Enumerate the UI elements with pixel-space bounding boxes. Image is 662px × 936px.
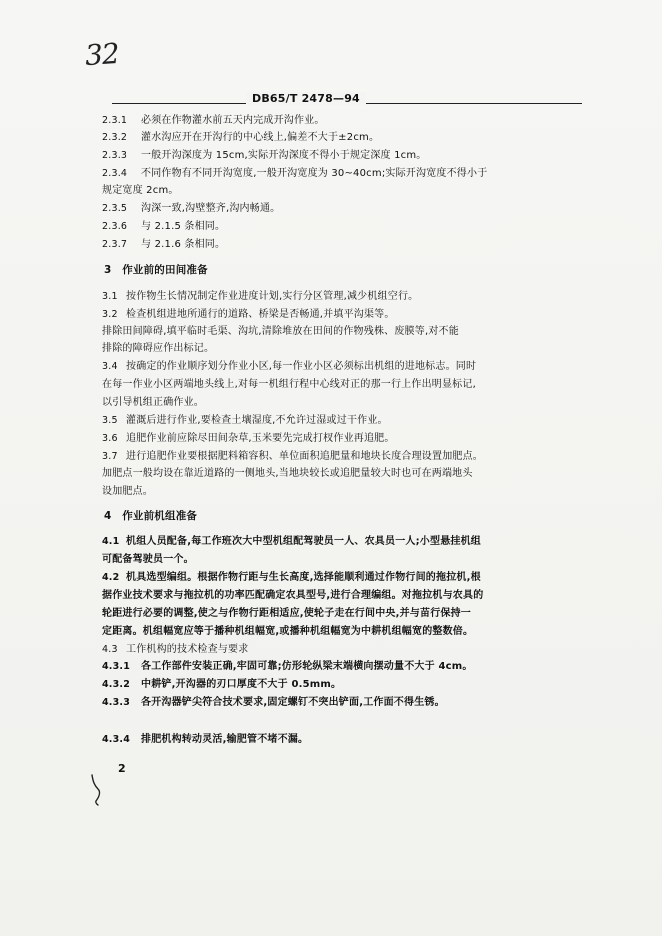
clause-4-3-2 [102,678,341,691]
clause-3-6 [102,432,395,445]
clause-number: 3.4 [102,361,118,372]
clause-text: 工作机构的技术检查与要求 [126,644,249,655]
clause-3-4 [102,360,476,373]
clause-text: 沟深一致,沟壁整齐,沟内畅通。 [141,203,281,214]
clause-number: 2.3.7 [102,239,128,250]
clause-number: 4.3.4 [102,734,131,745]
clause-3-5 [102,414,388,427]
clause-number: 4.2 [102,572,120,583]
clause-2-3-6 [102,220,225,233]
clause-number: 2.3.2 [102,132,128,143]
clause-2-3-3 [102,149,427,162]
clause-4-2 [102,571,481,584]
clause-2-3-4 [102,167,487,180]
clause-3-3-cont: 排除的障碍应作出标记。 [102,343,215,354]
clause-number: 4.3.1 [102,661,131,672]
clause-text: 按确定的作业顺序划分作业小区,每一作业小区必须标出机组的进地标志。同时 [126,361,477,372]
clause-number: 4.3 [102,644,118,655]
clause-text: 追肥作业前应除尽田间杂草,玉米要先完成打杈作业再追肥。 [126,433,395,444]
clause-4-3-1 [102,660,473,673]
clause-3-7-cont-2: 设加肥点。 [102,486,153,497]
clause-number: 2.3.6 [102,221,128,232]
clause-text: 中耕铲,开沟器的刃口厚度不大于 0.5mm。 [141,679,342,690]
clause-text: 机具选型编组。根据作物行距与生长高度,选择能顺利通过作物行间的拖拉机,根 [126,572,481,583]
clause-number: 2.3.3 [102,150,128,161]
clause-text: 灌水沟应开在开沟行的中心线上,偏差不大于±2cm。 [141,132,380,143]
clause-4-3-3 [102,696,445,709]
clause-text: 各开沟器铲尖符合技术要求,固定螺钉不突出铲面,工作面不得生锈。 [141,697,445,708]
clause-4-2-cont-3: 定距离。机组幅宽应等于播种机组幅宽,或播种机组幅宽为中耕机组幅宽的整数倍。 [102,626,474,637]
clause-4-2-cont-1: 据作业技术要求与拖拉机的功率匹配确定农具型号,进行合理编组。对拖拉机与农具的 [102,590,484,601]
page-number: 2 [118,762,126,775]
clause-number: 4.3.3 [102,697,131,708]
clause-3-7 [102,450,483,463]
clause-text: 不同作物有不同开沟宽度,一般开沟宽度为 30~40cm;实际开沟宽度不得小于 [141,168,488,179]
clause-2-3-1 [102,114,325,127]
clause-2-3-4-cont: 规定宽度 2cm。 [102,185,179,196]
clause-number: 4.3.2 [102,679,131,690]
clause-number: 4.1 [102,536,120,547]
clause-4-1-cont: 可配备驾驶员一个。 [102,554,194,565]
clause-2-3-5 [102,202,280,215]
clause-2-3-7 [102,238,225,251]
section-3-heading: 3 作业前的田间准备 [104,264,208,276]
handwritten-mark-icon [88,773,108,807]
clause-3-4-cont-2: 以引导机组正确作业。 [102,397,204,408]
clause-number: 3.7 [102,451,118,462]
clause-text: 各工作部件安装正确,牢固可靠;仿形轮纵梁末端横向摆动量不大于 4cm。 [141,661,473,672]
clause-2-3-2 [102,131,379,144]
clause-3-7-cont-1: 加肥点一般均设在靠近道路的一侧地头,当地块较长或追肥量较大时也可在两端地头 [102,468,473,479]
clause-3-4-cont-1: 在每一作业小区两端地头线上,对每一机组行程中心线对正的那一行上作出明显标记, [102,379,476,390]
clause-3-3: 排除田间障碍,填平临时毛渠、沟坑,清除堆放在田间的作物残株、废膜等,对不能 [102,326,459,337]
section-4-heading: 4 作业前机组准备 [104,510,198,522]
clause-3-2 [102,308,395,321]
clause-text: 必须在作物灌水前五天内完成开沟作业。 [141,115,325,126]
handwritten-page-number: 32 [83,36,120,73]
clause-text: 进行追肥作业要根据肥料箱容积、单位面积追肥量和地块长度合理设置加肥点。 [126,451,483,462]
clause-text: 一般开沟深度为 15cm,实际开沟深度不得小于规定深度 1cm。 [141,150,427,161]
clause-number: 3.2 [102,309,118,320]
clause-4-1 [102,535,481,548]
clause-number: 3.5 [102,415,118,426]
clause-4-3-4 [102,733,308,746]
clause-text: 排肥机构转动灵活,输肥管不堵不漏。 [141,734,309,745]
clause-number: 2.3.5 [102,203,128,214]
clause-number: 3.6 [102,433,118,444]
clause-3-1 [102,290,418,303]
clause-4-2-cont-2: 轮距进行必要的调整,使之与作物行距相适应,使轮子走在行间中央,并与苗行保持一 [102,608,471,619]
clause-text: 与 2.1.6 条相同。 [141,239,226,250]
clause-number: 2.3.4 [102,168,128,179]
clause-text: 与 2.1.5 条相同。 [141,221,226,232]
clause-number: 3.1 [102,291,118,302]
clause-4-3 [102,643,248,656]
clause-number: 2.3.1 [102,115,128,126]
clause-text: 灌溉后进行作业,要检查土壤湿度,不允许过湿或过干作业。 [126,415,388,426]
clause-text: 机组人员配备,每工作班次大中型机组配驾驶员一人、农具员一人;小型悬挂机组 [126,536,481,547]
standard-code: DB65/T 2478—94 [246,92,366,105]
clause-text: 按作物生长情况制定作业进度计划,实行分区管理,减少机组空行。 [126,291,419,302]
clause-text: 检查机组进地所通行的道路、桥梁是否畅通,并填平沟渠等。 [126,309,395,320]
